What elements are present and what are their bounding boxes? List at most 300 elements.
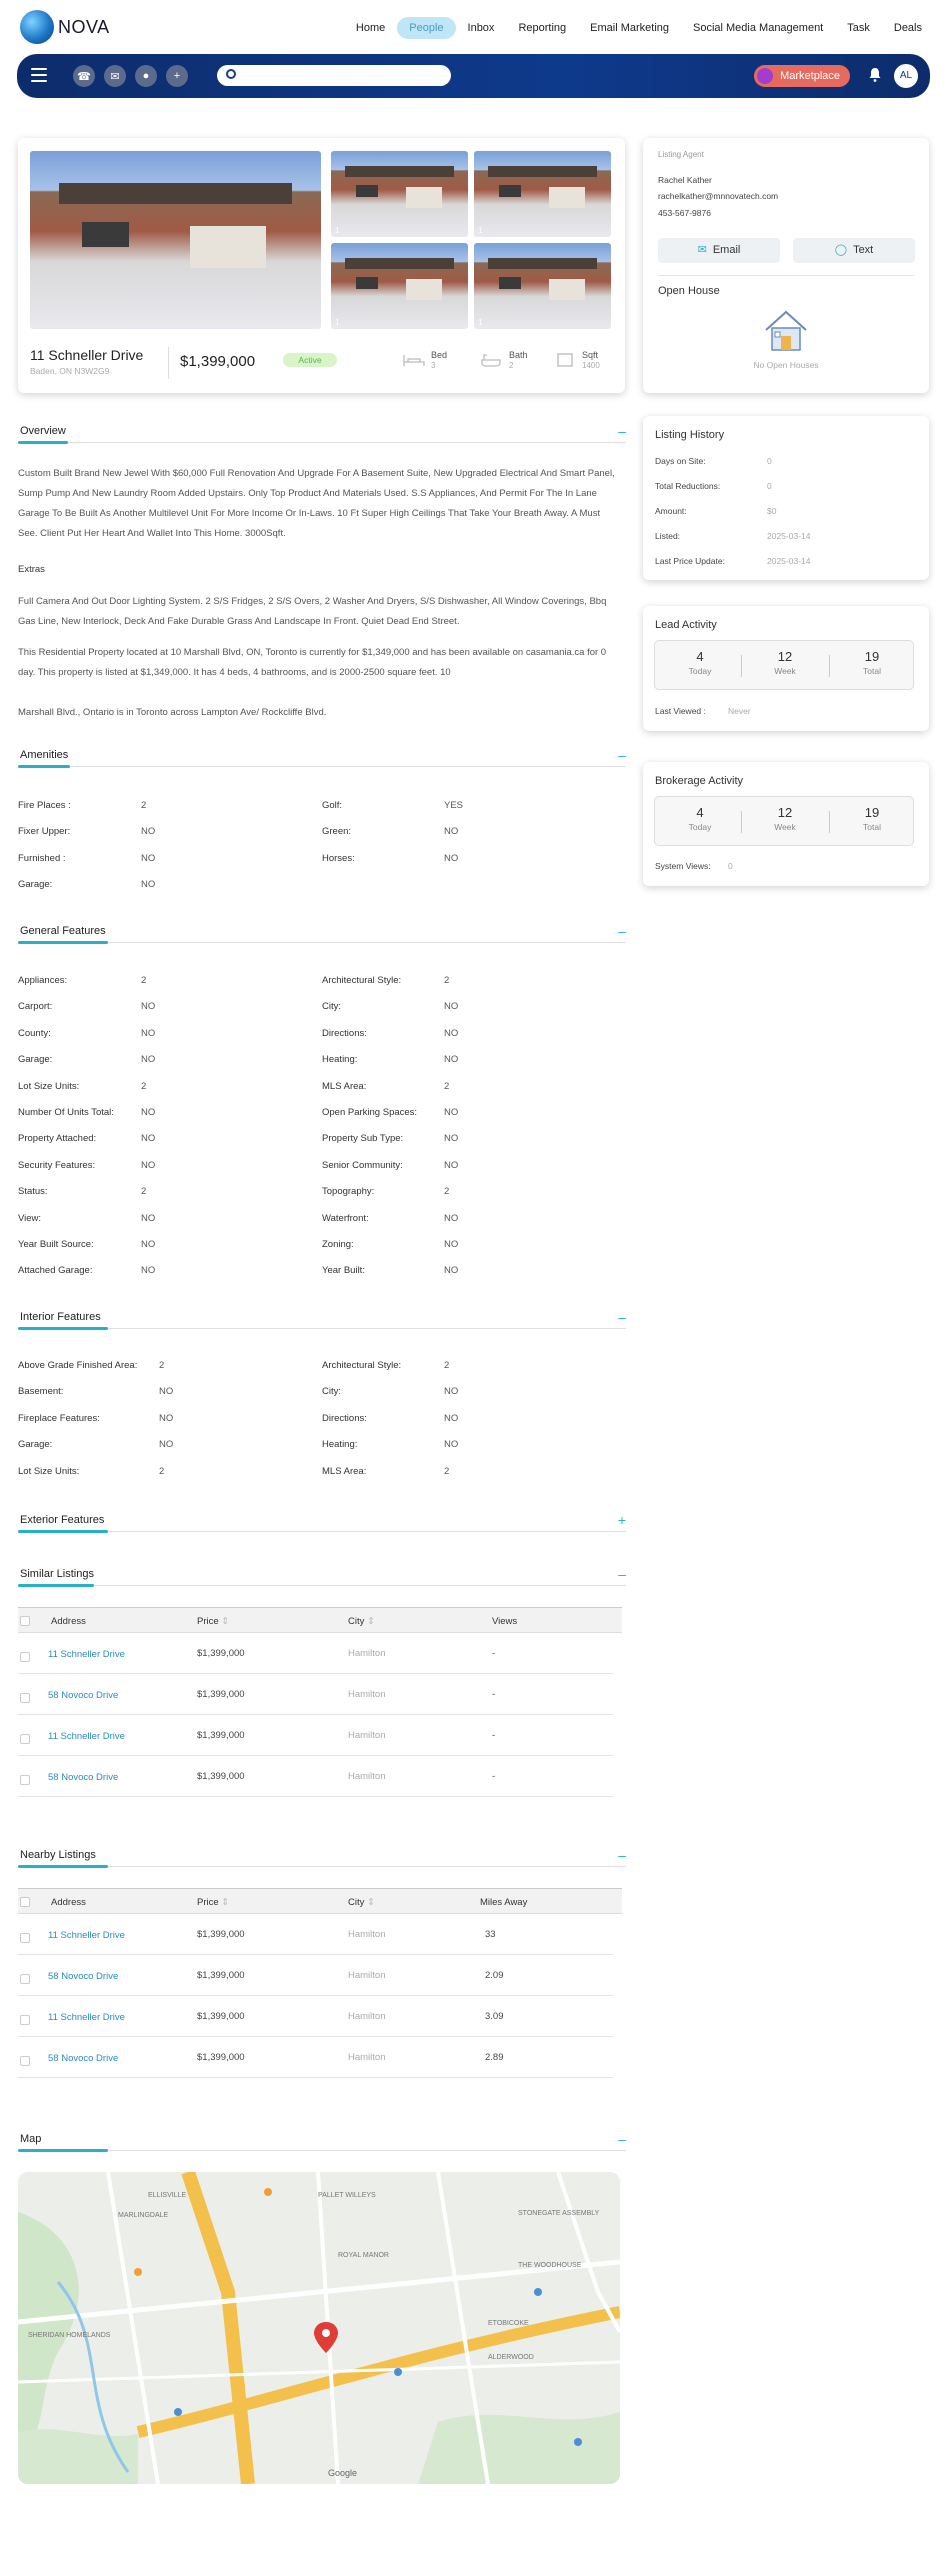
feature-value: 2 [444, 1080, 450, 1092]
similar-listings-heading: Similar Listings [20, 1568, 94, 1580]
thumbnail-photo[interactable] [331, 151, 468, 237]
row-checkbox[interactable] [20, 2056, 30, 2066]
feature-value: NO [141, 1212, 156, 1224]
nav-inbox[interactable]: Inbox [467, 22, 495, 34]
table-row[interactable] [18, 1633, 613, 1674]
feature-value: NO [444, 1133, 459, 1145]
feature-row [18, 1027, 156, 1039]
today-label: Today [688, 822, 712, 832]
row-checkbox[interactable] [20, 1933, 30, 1943]
collapse-icon[interactable]: – [618, 923, 626, 939]
collapse-icon[interactable]: – [618, 1847, 626, 1863]
feature-label: Basement: [18, 1386, 64, 1398]
listing-history-heading: Listing History [655, 429, 725, 441]
brokerage-stats [654, 796, 914, 846]
feature-label: Appliances: [18, 975, 68, 986]
envelope-icon: ✉ [697, 244, 707, 256]
week-count: 12 [777, 805, 793, 820]
marketplace-button[interactable] [754, 65, 850, 87]
feature-row [322, 1239, 459, 1250]
feature-row [18, 1159, 156, 1171]
feature-row [322, 1265, 459, 1277]
listing-address-link[interactable]: 11 Schneller Drive [48, 2012, 125, 2023]
bath-label: Bath [509, 350, 528, 360]
collapse-icon[interactable]: – [618, 423, 626, 439]
feature-value: NO [141, 1001, 156, 1013]
history-value: 2025-03-14 [767, 531, 811, 541]
divider [658, 275, 914, 276]
map-label: ETOBICOKE [488, 2320, 529, 2327]
listing-metric: - [492, 1648, 496, 1659]
feature-value: NO [444, 1212, 459, 1224]
feature-value: NO [444, 1054, 459, 1066]
feature-row [322, 975, 450, 986]
listing-metric: - [492, 1771, 496, 1782]
brokerage-activity-card [643, 762, 929, 886]
feature-row [322, 1159, 459, 1171]
feature-row [18, 826, 156, 838]
google-attribution: Google [328, 2468, 358, 2478]
history-label: Listed: [655, 531, 681, 541]
feature-value: NO [444, 1159, 459, 1171]
listing-city: Hamilton [348, 1689, 386, 1700]
feature-value: 2 [159, 1360, 165, 1371]
column-header[interactable]: City ⇕ [348, 1616, 375, 1627]
column-header[interactable]: Price ⇕ [197, 1616, 230, 1627]
listing-price: $1,399,000 [197, 2052, 245, 2063]
listing-history-card [643, 416, 929, 580]
bath-value: 2 [509, 361, 514, 370]
feature-row [18, 1212, 156, 1224]
feature-row [322, 800, 464, 811]
nav-home[interactable]: Home [355, 22, 386, 34]
nav-reporting[interactable]: Reporting [518, 22, 567, 34]
feature-label: City: [322, 1001, 341, 1013]
feature-label: Waterfront: [322, 1212, 369, 1224]
feature-row [18, 1386, 174, 1398]
bath-icon [480, 352, 502, 368]
table-row[interactable] [18, 1955, 613, 1996]
collapse-icon[interactable]: – [618, 2131, 626, 2147]
location-map[interactable] [18, 2172, 620, 2484]
feature-row [18, 1239, 156, 1250]
feature-row [322, 1386, 459, 1398]
nav-deals[interactable]: Deals [893, 22, 922, 34]
feature-value: 2 [141, 975, 147, 986]
marketplace-icon [757, 68, 773, 84]
email-button[interactable] [658, 238, 780, 263]
sort-icon: ⇕ [221, 1616, 230, 1627]
feature-label: Senior Community: [322, 1159, 403, 1171]
row-checkbox[interactable] [20, 1652, 30, 1662]
map-label: SHERIDAN HOMELANDS [28, 2332, 111, 2339]
marketplace-label: Marketplace [780, 70, 840, 82]
amenities-heading: Amenities [20, 749, 69, 761]
email-button-label: Email [712, 244, 741, 256]
search-icon [226, 69, 236, 79]
feature-row [18, 1001, 156, 1013]
photo-count: 1 [335, 318, 340, 327]
property-summary: This Residential Property located at 10 Marshall Blvd, ON, Toronto is currently for $1,349,000 and has been available on casamania.ca for 0 day. This property is listed at $1,349,000. It has 4 beds, 4 bathrooms, and is 2000-2500 square feet. 10 [18, 647, 607, 678]
feature-label: Horses: [322, 852, 355, 864]
today-count: 4 [696, 805, 704, 820]
feature-row [18, 1412, 174, 1424]
system-views-label: System Views: [655, 861, 711, 871]
feature-row [18, 1360, 165, 1371]
user-avatar[interactable]: AL [894, 64, 918, 88]
column-header: Miles Away [480, 1897, 528, 1908]
table-row[interactable] [18, 1996, 613, 2037]
chat-icon[interactable]: ● [135, 65, 157, 87]
main-photo[interactable] [30, 151, 321, 329]
feature-label: City: [322, 1386, 341, 1398]
bed-value: 3 [431, 361, 436, 370]
listing-price: $1,399,000 [197, 1970, 245, 1981]
feature-row [18, 1054, 156, 1066]
row-checkbox[interactable] [20, 1734, 30, 1744]
table-row[interactable] [18, 1715, 613, 1756]
feature-label: Carport: [18, 1001, 53, 1013]
feature-label: Fixer Upper: [18, 826, 71, 838]
column-header[interactable]: Price ⇕ [197, 1897, 230, 1908]
feature-row [322, 1080, 450, 1092]
property-location: Marshall Blvd., Ontario is in Toronto across Lampton Ave/ Rockcliffe Blvd. [18, 707, 327, 718]
feature-label: Architectural Style: [322, 1360, 402, 1371]
feature-value: 2 [444, 1360, 450, 1371]
today-count: 4 [696, 649, 704, 664]
listing-city: Hamilton [348, 2052, 386, 2063]
map-section-header[interactable] [18, 2133, 626, 2151]
feature-label: Topography: [322, 1186, 375, 1198]
listing-city: Hamilton [348, 1929, 386, 1940]
feature-value: NO [159, 1386, 174, 1398]
agent-phone[interactable]: 453-567-9876 [658, 208, 711, 218]
feature-label: Open Parking Spaces: [322, 1107, 418, 1118]
nav-task[interactable]: Task [847, 22, 870, 34]
feature-row [18, 879, 156, 891]
total-label: Total [863, 822, 881, 832]
overview-description: Custom Built Brand New Jewel With $60,000 Full Renovation And Upgrade For A Basement Suite, New Upgraded Electrical And Smart Panel, Sump Pump And New Laundry Room Added Upstairs. Only Top Product And Materials Used. S.S Appliances, And Permit For The In Lane Garage To Be Built As Another Multilevel Unit For More Income Or In-Laws. 10 Ft Super High Ceilings That Take Your Breath Away. A Must See. Client Put Her Heart And Wallet Into This Home. 3000Sqft. [18, 468, 615, 539]
collapse-icon[interactable]: – [618, 747, 626, 763]
map-tiles [18, 2172, 620, 2484]
feature-value: 2 [141, 800, 147, 811]
feature-value: NO [141, 1159, 156, 1171]
listing-city: Baden, ON N3W2G9 [30, 366, 110, 376]
history-label: Amount: [655, 506, 687, 516]
brand-logo[interactable] [20, 10, 110, 44]
feature-row [322, 1001, 459, 1013]
feature-row [322, 1054, 459, 1066]
feature-label: Garage: [18, 879, 53, 891]
feature-label: Fire Places : [18, 800, 71, 811]
column-header: Views [492, 1616, 518, 1627]
map-label: MARLINGDALE [118, 2212, 169, 2219]
feature-row [18, 1080, 147, 1092]
total-count: 19 [864, 805, 880, 820]
map-label: PALLET WILLEYS [318, 2192, 376, 2199]
amenities-section-header[interactable] [18, 749, 626, 767]
listing-address-link[interactable]: 11 Schneller Drive [48, 1649, 125, 1660]
listing-city: Hamilton [348, 1970, 386, 1981]
brand-name: NOVA [58, 16, 110, 37]
listing-price: $1,399,000 [197, 1648, 245, 1659]
exterior-features-heading: Exterior Features [20, 1514, 105, 1526]
mail-icon[interactable]: ✉ [104, 65, 126, 87]
interior-features-section-header[interactable] [18, 1311, 626, 1329]
feature-label: Garage: [18, 1439, 53, 1451]
extras-description: Full Camera And Out Door Lighting System. 2 S/S Fridges, 2 S/S Overs, 2 Washer And Dryers, S/S Dishwasher, All Window Coverings, Bbq Gas Line, New Interlock, Deck And Fake Durable Grass And Landscape In Front. Quiet Dead End Street. [18, 596, 607, 627]
listing-price: $1,399,000 [197, 1771, 245, 1782]
expand-icon[interactable]: + [617, 1512, 626, 1528]
text-button[interactable] [793, 238, 915, 263]
listing-metric: 2.89 [485, 2052, 504, 2063]
feature-value: NO [141, 1265, 156, 1277]
nav-email-marketing[interactable]: Email Marketing [590, 22, 669, 34]
feature-label: View: [18, 1212, 42, 1224]
feature-value: NO [444, 1386, 459, 1398]
listing-metric: 3.09 [485, 2011, 504, 2022]
sqft-icon [556, 352, 574, 368]
feature-label: Above Grade Finished Area: [18, 1360, 138, 1371]
feature-value: NO [444, 1107, 459, 1118]
feature-row [322, 1360, 450, 1371]
feature-row [18, 1439, 174, 1451]
feature-value: NO [444, 1239, 459, 1250]
column-header[interactable]: City ⇕ [348, 1897, 375, 1908]
nav-social-media-management[interactable]: Social Media Management [693, 22, 824, 34]
feature-label: Year Built Source: [18, 1239, 94, 1250]
listing-metric: 33 [485, 1929, 496, 1940]
feature-value: NO [444, 826, 459, 838]
feature-label: MLS Area: [322, 1465, 367, 1477]
feature-value: NO [141, 826, 156, 838]
history-label: Last Price Update: [655, 556, 725, 566]
photo-count: 1 [478, 318, 483, 327]
feature-value: 2 [141, 1080, 147, 1092]
listing-price: $1,399,000 [197, 1730, 245, 1741]
listing-city: Hamilton [348, 1730, 386, 1741]
collapse-icon[interactable]: – [618, 1309, 626, 1325]
interior-features-heading: Interior Features [20, 1311, 101, 1323]
bell-icon[interactable] [868, 67, 882, 82]
feature-row [18, 1265, 156, 1277]
phone-icon[interactable]: ☎ [73, 65, 95, 87]
feature-label: Heating: [322, 1439, 358, 1451]
feature-label: Golf: [322, 800, 343, 811]
table-row[interactable] [18, 1914, 613, 1955]
select-all-checkbox[interactable] [20, 1897, 30, 1907]
table-header [18, 1607, 622, 1633]
listing-address-link[interactable]: 11 Schneller Drive [48, 1731, 125, 1742]
listing-price: $1,399,000 [197, 1689, 245, 1700]
column-header: Address [51, 1616, 86, 1627]
lead-stats [654, 640, 914, 690]
last-viewed-label: Last Viewed : [655, 706, 706, 716]
system-views-value: 0 [728, 861, 733, 871]
today-label: Today [688, 666, 712, 676]
listing-address-link[interactable]: 58 Novoco Drive [48, 2053, 119, 2064]
listing-address-link[interactable]: 11 Schneller Drive [48, 1930, 125, 1941]
photo-count: 1 [478, 226, 483, 235]
feature-value: NO [159, 1412, 174, 1424]
feature-label: Green: [322, 826, 352, 838]
no-open-houses-text: No Open Houses [753, 360, 819, 370]
feature-label: MLS Area: [322, 1080, 367, 1092]
lead-activity-card [643, 606, 929, 731]
feature-row [18, 1107, 156, 1118]
general-features-section-header[interactable] [18, 925, 626, 943]
listing-address-link[interactable]: 58 Novoco Drive [48, 1772, 119, 1783]
feature-row [18, 1465, 165, 1477]
listing-metric: - [492, 1689, 496, 1700]
listing-address-link[interactable]: 58 Novoco Drive [48, 1971, 119, 1982]
listing-price: $1,399,000 [197, 2011, 245, 2022]
chat-bubble-icon: ◯ [834, 244, 848, 256]
history-value: 0 [767, 456, 772, 466]
history-label: Days on Site: [655, 456, 706, 466]
thumbnail-photo[interactable] [474, 243, 611, 329]
feature-label: Year Built: [322, 1265, 365, 1277]
listing-agent-heading: Listing Agent [658, 150, 704, 159]
bed-label: Bed [431, 350, 448, 360]
feature-label: Fireplace Features: [18, 1412, 100, 1424]
listing-metric: 2.09 [485, 1970, 504, 1981]
feature-value: NO [444, 1412, 459, 1424]
select-all-checkbox[interactable] [20, 1616, 30, 1626]
table-row[interactable] [18, 2037, 613, 2078]
week-label: Week [774, 822, 796, 832]
feature-value: NO [444, 1265, 459, 1277]
feature-row [322, 826, 459, 838]
feature-label: Property Attached: [18, 1133, 97, 1145]
feature-value: NO [141, 879, 156, 891]
main-nav [344, 17, 934, 39]
thumbnail-photo[interactable] [331, 243, 468, 329]
feature-label: County: [18, 1027, 51, 1039]
feature-label: Lot Size Units: [18, 1465, 80, 1477]
feature-row [322, 1412, 459, 1424]
divider [168, 347, 169, 379]
feature-row [322, 1465, 450, 1477]
feature-row [18, 852, 156, 864]
feature-value: NO [444, 1439, 459, 1451]
collapse-icon[interactable]: – [618, 1566, 626, 1582]
feature-row [18, 1186, 147, 1198]
feature-value: NO [141, 1107, 156, 1118]
feature-row [18, 1133, 156, 1145]
feature-row [18, 800, 147, 811]
overview-section-header[interactable] [18, 425, 626, 443]
listing-address: 11 Schneller Drive [30, 347, 144, 363]
feature-value: 2 [444, 1186, 450, 1198]
action-toolbar [17, 54, 930, 98]
feature-row [322, 1439, 459, 1451]
feature-label: Directions: [322, 1412, 367, 1424]
overview-heading: Overview [20, 425, 66, 437]
sort-icon: ⇕ [367, 1897, 375, 1908]
history-value: $0 [767, 506, 777, 516]
listing-agent-card [643, 138, 929, 393]
listing-city: Hamilton [348, 2011, 386, 2022]
feature-label: Property Sub Type: [322, 1133, 404, 1145]
menu-icon[interactable] [31, 68, 47, 82]
history-value: 2025-03-14 [767, 556, 811, 566]
add-user-icon[interactable]: + [166, 65, 188, 87]
feature-value: 2 [444, 1465, 450, 1477]
feature-label: Architectural Style: [322, 975, 402, 986]
feature-row [322, 1133, 459, 1145]
listing-price: $1,399,000 [180, 353, 256, 370]
table-row[interactable] [18, 1674, 613, 1715]
agent-email[interactable]: rachelkather@mnnovatech.com [658, 191, 779, 201]
search-input[interactable] [217, 65, 451, 86]
last-viewed-value: Never [728, 706, 751, 716]
week-count: 12 [777, 649, 793, 664]
feature-row [322, 1107, 459, 1118]
top-navigation [0, 0, 946, 56]
map-label: ALDERWOOD [488, 2354, 534, 2361]
photo-count: 1 [335, 226, 340, 235]
row-checkbox[interactable] [20, 2015, 30, 2025]
house-icon [761, 306, 811, 354]
feature-label: Zoning: [322, 1239, 354, 1250]
feature-value: NO [141, 1054, 156, 1066]
table-row[interactable] [18, 1756, 613, 1797]
feature-label: Status: [18, 1186, 48, 1198]
status-badge: Active [283, 353, 337, 367]
feature-label: Heating: [322, 1054, 358, 1066]
feature-label: Directions: [322, 1027, 367, 1039]
feature-label: Furnished : [18, 852, 66, 864]
open-house-heading: Open House [658, 285, 720, 297]
sort-icon: ⇕ [367, 1616, 375, 1627]
week-label: Week [774, 666, 796, 676]
sqft-value: 1400 [582, 361, 600, 370]
exterior-features-section-header[interactable] [18, 1514, 626, 1532]
feature-value: NO [141, 1027, 156, 1039]
feature-value: NO [444, 1001, 459, 1013]
listing-city: Hamilton [348, 1648, 386, 1659]
map-label: THE WOODHOUSE [518, 2262, 582, 2269]
row-checkbox[interactable] [20, 1693, 30, 1703]
nav-people[interactable]: People [397, 17, 455, 39]
feature-value: NO [141, 1239, 156, 1250]
feature-value: 2 [159, 1465, 165, 1477]
nearby-listings-heading: Nearby Listings [20, 1849, 96, 1861]
history-value: 0 [767, 481, 772, 491]
feature-row [322, 1186, 450, 1198]
brokerage-activity-heading: Brokerage Activity [655, 775, 744, 787]
similar-listings-section-header[interactable] [18, 1568, 626, 1586]
row-checkbox[interactable] [20, 1974, 30, 1984]
listing-metric: - [492, 1730, 496, 1741]
feature-row [322, 1027, 459, 1039]
feature-label: Garage: [18, 1054, 53, 1066]
row-checkbox[interactable] [20, 1775, 30, 1785]
feature-value: NO [141, 852, 156, 864]
thumbnail-photo[interactable] [474, 151, 611, 237]
listing-address-link[interactable]: 58 Novoco Drive [48, 1690, 119, 1701]
listing-price: $1,399,000 [197, 1929, 245, 1940]
sort-icon: ⇕ [221, 1897, 230, 1908]
globe-logo-icon [20, 10, 54, 44]
map-label: ROYAL MANOR [338, 2252, 389, 2259]
nearby-listings-section-header[interactable] [18, 1849, 626, 1867]
feature-label: Lot Size Units: [18, 1080, 80, 1092]
total-label: Total [863, 666, 881, 676]
feature-value: NO [159, 1439, 174, 1451]
feature-value: NO [444, 1027, 459, 1039]
